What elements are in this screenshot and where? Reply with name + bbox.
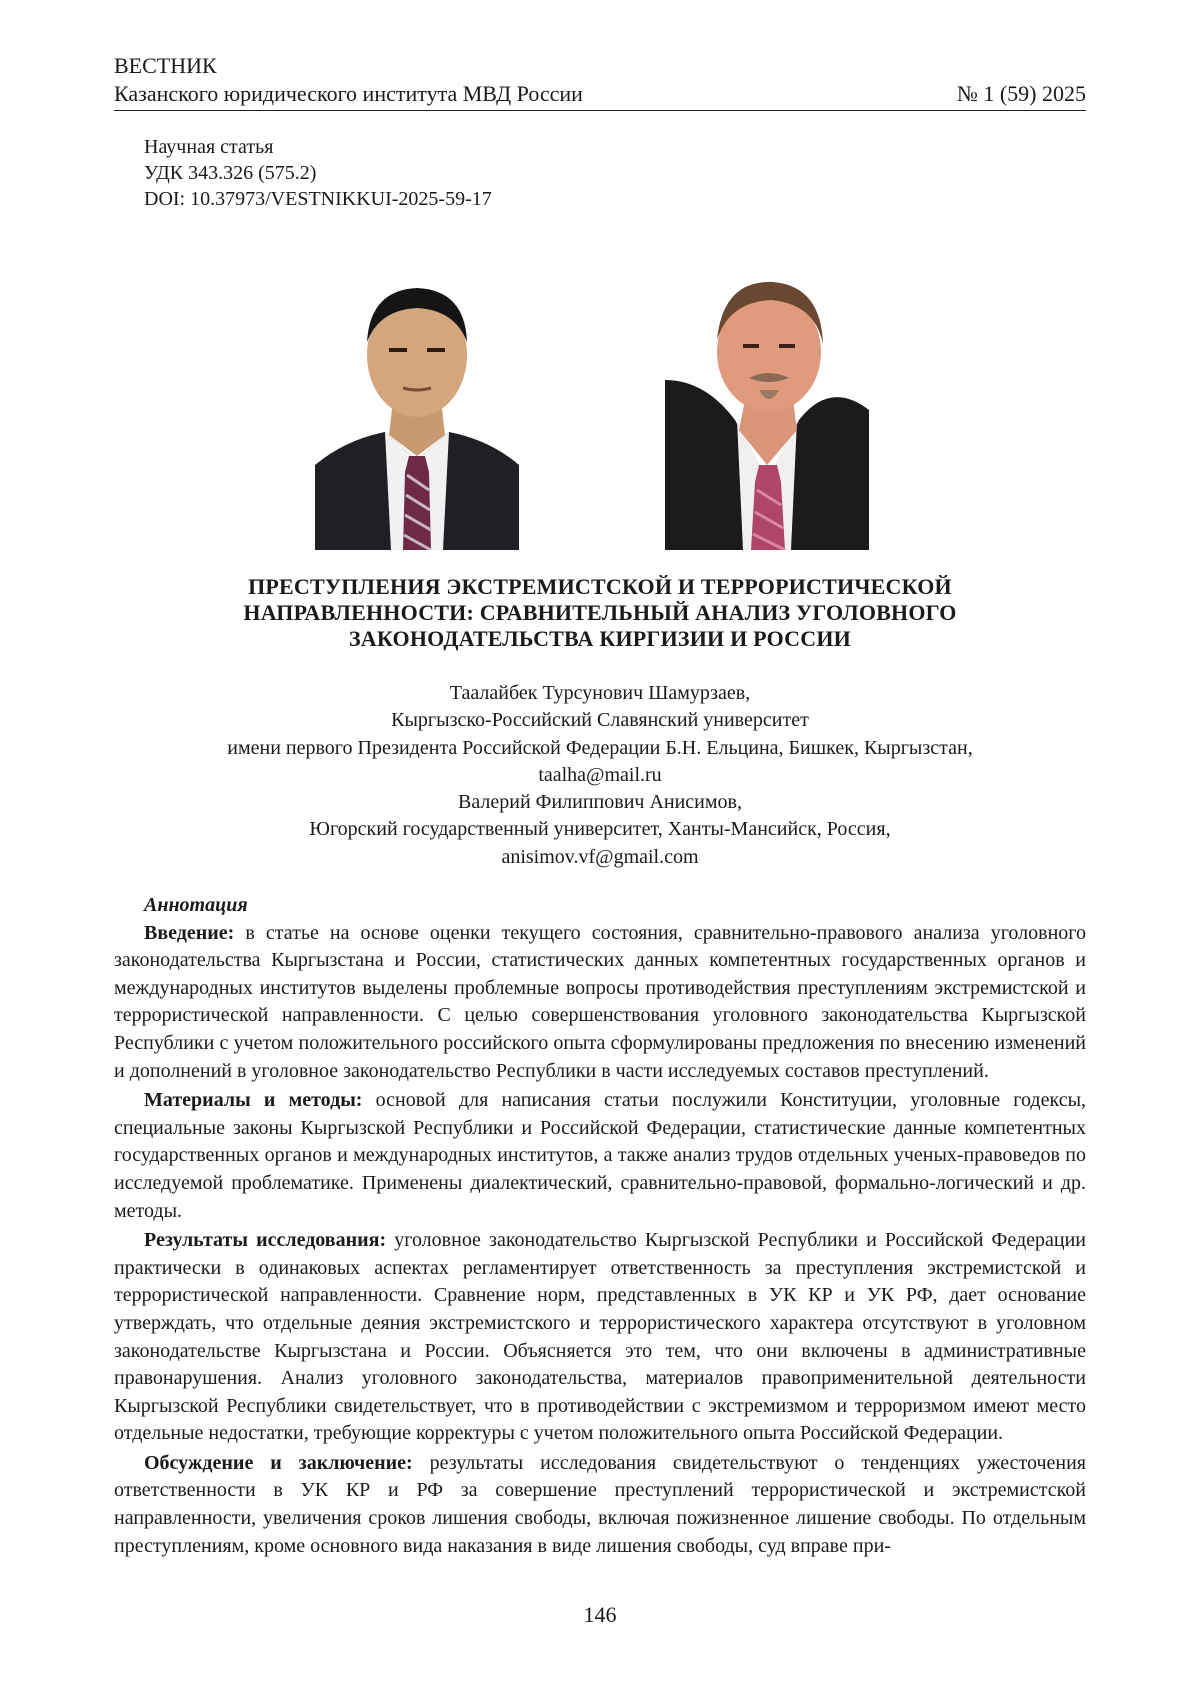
article-meta bbox=[144, 134, 492, 212]
author-block bbox=[114, 680, 1086, 871]
introduction-label: Введение: bbox=[144, 921, 235, 944]
journal-header bbox=[114, 52, 1086, 108]
author1-affiliation: Кыргызско-Российский Славянский университет bbox=[391, 709, 809, 732]
results-label: Результаты исследования: bbox=[144, 1229, 387, 1252]
discussion-label: Обсуждение и заключение: bbox=[144, 1451, 413, 1474]
abstract-discussion bbox=[114, 1450, 1086, 1560]
journal-name: ВЕСТНИК bbox=[114, 53, 217, 78]
abstract bbox=[114, 892, 1086, 1562]
title-line: ЗАКОНОДАТЕЛЬСТВА КИРГИЗИИ И РОССИИ bbox=[349, 626, 851, 651]
author2-email: anisimov.vf@gmail.com bbox=[501, 845, 699, 868]
abstract-results bbox=[114, 1227, 1086, 1448]
title-line: ПРЕСТУПЛЕНИЯ ЭКСТРЕМИСТСКОЙ И ТЕРРОРИСТИЧЕСКОЙ bbox=[248, 574, 952, 599]
methods-text: основой для написания статьи послужили Конституции, уголовные годексы, специальные законы Кыргызской Республики и Российской Федерации, статистические данные компетентных государственных органов и международных институтов, а также анализ трудов отдельных ученых-правоведов по исследуемой проблематике. Применены диалектический, сравнительно-правовой, формально-логический и др. методы. bbox=[114, 1089, 1087, 1222]
article-title bbox=[160, 574, 1040, 652]
author-portrait-2-icon bbox=[665, 260, 869, 550]
author1-name: Таалайбек Турсунович Шамурзаев, bbox=[449, 682, 751, 704]
introduction-text: в статье на основе оценки текущего состояния, сравнительно-правового анализа уголовного законодательства Кыргызстана и России, статистических данных компетентных государственных органов и международных институтов выделены проблемные вопросы противодействия преступлениям экстремистской и террористической направленности. С целью совершенствования уголовного законодательства Кыргызской Республики с учетом положительного российского опыта сформулированы предложения по внесению изменений и дополнений в уголовное законодательство Республики в части исследуемых составов преступлений. bbox=[114, 921, 1086, 1082]
author1-email: taalha@mail.ru bbox=[538, 763, 662, 786]
issue-number: № 1 (59) 2025 bbox=[956, 81, 1086, 106]
abstract-heading: Аннотация bbox=[144, 894, 248, 916]
author-portrait-1-icon bbox=[315, 260, 519, 550]
discussion-text: результаты исследования свидетельствуют о тенденциях ужесточения ответственности в УК КР и РФ за совершение преступлений террористической и экстремистской направленности, увеличения сроков лишения свободы, включая пожизненное лишение свободы. По отдельным преступлениям, кроме основного вида наказания в виде лишения свободы, суд вправе при- bbox=[114, 1451, 1086, 1557]
journal-subtitle-row bbox=[114, 80, 1086, 108]
udc-code: УДК 343.326 (575.2) bbox=[144, 162, 317, 184]
author2-name: Валерий Филиппович Анисимов, bbox=[458, 791, 742, 814]
author1-affiliation: имени первого Президента Российской Федерации Б.Н. Ельцина, Бишкек, Кыргызстан, bbox=[227, 736, 973, 759]
abstract-introduction bbox=[114, 920, 1086, 1086]
author2-affiliation: Югорский государственный университет, Ханты-Мансийск, Россия, bbox=[309, 818, 891, 841]
journal-subtitle: Казанского юридического института МВД России bbox=[114, 81, 583, 106]
header-rule bbox=[114, 110, 1086, 111]
author-photo-1 bbox=[315, 260, 519, 550]
abstract-methods bbox=[114, 1087, 1086, 1225]
results-text: уголовное законодательство Кыргызской Республики и Российской Федерации практически в одинаковых аспектах регламентирует ответственность за преступления экстремистской и террористической направленности. Сравнение норм, представленных в УК КР и УК РФ, дает основание утверждать, что отдельные деяния экстремистского и террористического характера отсутствуют в уголовном законодательстве Кыргызстана и России. Объясняется это тем, что они включены в административные правонарушения. Анализ уголовного законодательства, материалов правоприменительной деятельности Кыргызской Республики свидетельствует, что в противодействии с экстремизмом и терроризмом имеют место отдельные недостатки, требующие корректуры с учетом положительного опыта Российской Федерации. bbox=[114, 1229, 1086, 1445]
methods-label: Материалы и методы: bbox=[144, 1089, 363, 1112]
author-photo-2 bbox=[665, 260, 869, 550]
page-number: 146 bbox=[583, 1602, 617, 1627]
doi: DOI: 10.37973/VESTNIKKUI-2025-59-17 bbox=[144, 188, 492, 210]
article-type: Научная статья bbox=[144, 136, 274, 158]
title-line: НАПРАВЛЕННОСТИ: СРАВНИТЕЛЬНЫЙ АНАЛИЗ УГОЛОВНОГО bbox=[243, 600, 957, 625]
